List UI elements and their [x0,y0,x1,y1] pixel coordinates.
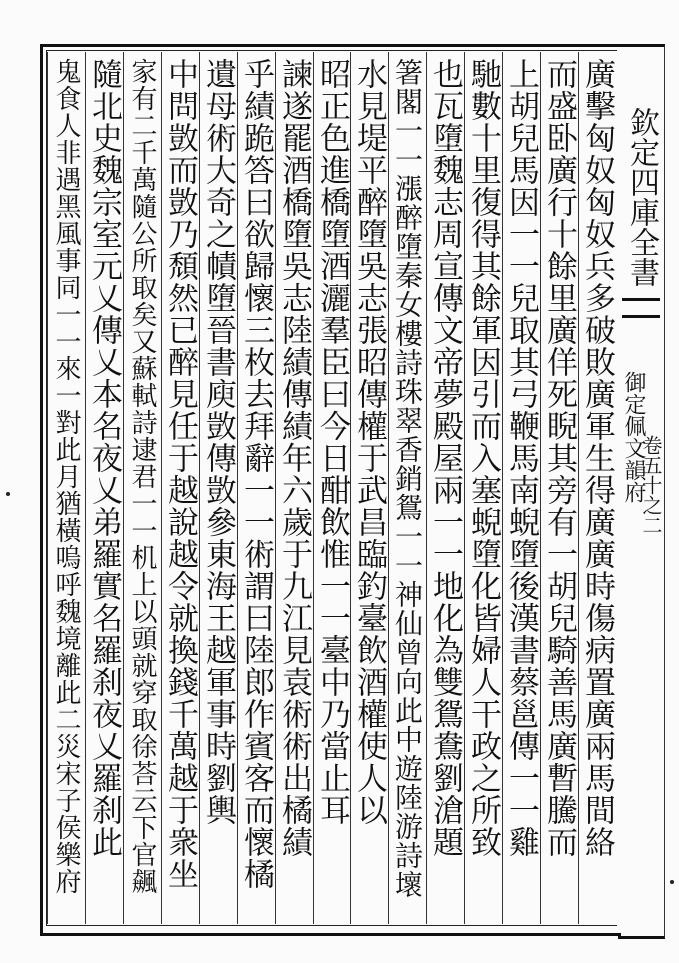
text-column: 箸閣一一漲醉墮秦女樓詩珠翠香銷鴛一一神仙曾向此中遊陸游詩壞 [391,58,424,899]
text-column: 遺母術大奇之幘墮晉書庾敳傳敳參東海王越軍事時劉輿 [200,58,236,826]
text-column: 廣擊匈奴匈奴兵多破敗廣軍生得廣廣時傷病置廣兩馬間絡 [579,58,615,858]
text-column: 昭正色進橋墮酒灑羣臣曰今日酣飲惟一一臺中乃當止耳 [314,58,350,826]
scan-speck [6,492,10,496]
volume-label: 卷五十之二 [639,435,663,535]
text-column: 上胡兒馬因一一兒取其弓鞭馬南蜺墮後漢書蔡邕傳一一雞 [503,58,539,858]
page-margin-strip [618,44,665,939]
text-column: 家有二千萬隨公所取矣又蘇軾詩逮君一一机上以頭就穿取徐荅云下官飆 [127,58,157,895]
scan-speck [670,880,674,884]
book-sub-title: 御定佩文韻府 [621,371,646,503]
text-column: 鬼食人非遇黑風事同一一來一對此月猶橫嗚呼魏境離此二災宋子侯樂府 [51,58,81,895]
text-column: 隨北史魏宗室元乂傳乂本名夜乂弟羅實名羅刹夜乂羅刹此 [86,58,122,858]
text-column: 諫遂罷酒橋墮吳志陸績傳績年六歲于九江見袁術術出橘績 [276,58,312,858]
text-column: 也瓦墮魏志周宣傳文帝夢殿屋兩一一地化為雙鴛鴦劉滄題 [427,58,463,858]
text-column: 馳數十里復得其餘軍因引而入塞蜺墮化皆婦人干政之所致 [465,58,501,858]
text-column: 乎績跪答曰欲歸懷三枚去拜辭一一術謂曰陸郎作賓客而懷橘 [238,58,274,890]
book-title: 欽定四庫全書 [624,107,659,287]
text-column: 中問敳而敳乃頹然已醉見任于越說越令就換錢千萬越于衆坐 [162,58,198,890]
text-column: 而盛卧廣行十餘里廣佯死睨其旁有一胡兒騎善馬廣暫騰而 [541,58,577,858]
fish-tail-mark [622,298,660,318]
text-column: 水見堤平醉墮吳志張昭傳權于武昌臨釣臺飲酒權使人以 [351,58,387,826]
